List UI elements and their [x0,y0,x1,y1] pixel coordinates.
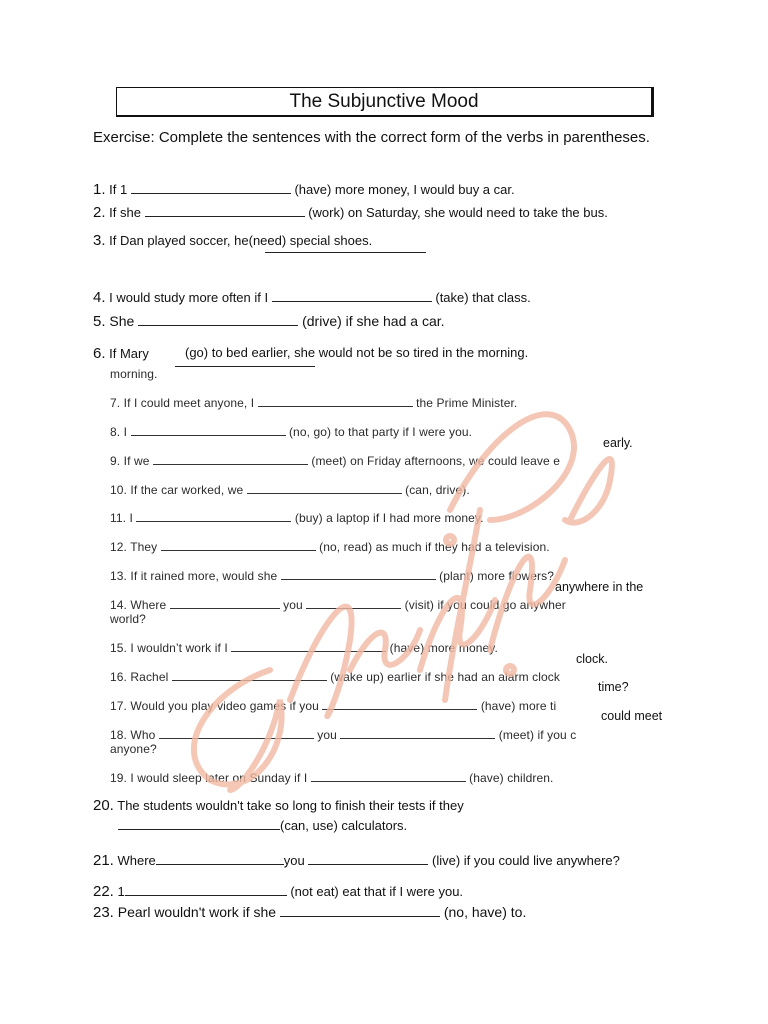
answer-blank[interactable] [156,853,284,865]
question-15 [110,641,498,655]
question-text: 7. If I could meet anyone, I [110,396,255,410]
question-text: (can, use) calculators. [280,818,408,833]
question-3 [93,232,372,249]
overflow-fragment: clock. [576,652,608,666]
question-text: you [317,728,337,742]
question-text: 11. I [110,511,133,525]
answer-blank[interactable] [131,425,286,436]
answer-blank[interactable] [311,771,466,782]
question-text: 14. Where [110,598,167,612]
question-text: 19. I would sleep later on Sunday if I [110,771,308,785]
question-17 [110,699,556,713]
answer-blank[interactable] [247,483,402,494]
question-number: 3. [93,232,106,249]
overflow-fragment: time? [598,680,629,694]
answer-blank[interactable] [159,728,314,739]
question-text: the Prime Minister. [416,396,518,410]
question-text: 17. Would you play video games if you [110,699,319,713]
question-text: 12. They [110,540,158,554]
answer-blank[interactable] [131,182,291,194]
question-text: She [109,313,135,329]
question-text: (take) that class. [435,290,531,305]
question-text: (have) more ti [480,699,557,713]
question-number: 4. [93,289,106,306]
question-number: 22. [93,883,114,900]
question-7 [110,396,517,410]
question-23 [93,904,526,921]
answer-blank[interactable] [172,670,327,681]
question-8 [110,425,472,439]
question-14-line-2: world? [110,612,146,626]
answer-blank[interactable] [175,366,315,367]
question-text: I would study more often if I [109,290,269,305]
question-text: (plant) more flowers? [439,569,554,583]
question-text: (meet) on Friday afternoons, we could leave e [311,454,560,468]
question-12 [110,540,550,554]
question-text: (meet) if you c [498,728,577,742]
question-22 [93,883,463,900]
question-20 [93,797,464,814]
question-text: 1 [117,884,125,899]
question-text: (have) children. [469,771,554,785]
question-18-line-2: anyone? [110,742,157,756]
answer-blank[interactable] [136,511,291,522]
answer-blank[interactable] [258,396,413,407]
question-text: Where [117,853,156,868]
overflow-fragment: could meet [601,709,663,723]
answer-blank[interactable] [281,569,436,580]
question-11 [110,511,484,525]
question-21 [93,852,620,869]
question-text: 9. If we [110,454,150,468]
title-box [116,87,654,117]
answer-blank[interactable] [138,314,298,326]
answer-blank[interactable] [118,818,280,830]
question-text: If Mary [109,346,149,361]
question-text: If she [109,205,141,220]
question-1 [93,181,515,198]
question-text: you [283,853,305,868]
answer-blank[interactable] [265,252,426,253]
question-text: Pearl wouldn't work if she [117,904,277,920]
question-6-continued: (go) to bed earlier, she would not be so tired in the morning. [185,345,529,360]
question-14 [110,598,566,612]
question-text: (visit) if you could go anywher [404,598,566,612]
scan-line-fragment: morning. [110,367,158,381]
question-text: (live) if you could live anywhere? [432,853,620,868]
question-text: 15. I wouldn’t work if I [110,641,228,655]
question-text: 13. If it rained more, would she [110,569,278,583]
answer-blank[interactable] [161,540,316,551]
answer-blank[interactable] [322,699,477,710]
question-20-line-2 [118,818,407,833]
question-6 [93,345,149,362]
question-text: If Dan played soccer, he(need) special shoes. [109,233,373,248]
question-19 [110,771,553,785]
answer-blank[interactable] [340,728,495,739]
question-text: (wake up) earlier if she had an alarm clock [330,670,560,684]
answer-blank[interactable] [306,598,401,609]
question-text: (buy) a laptop if I had more money. [294,511,484,525]
answer-blank[interactable] [280,905,440,917]
question-text: (can, drive). [405,483,470,497]
answer-blank[interactable] [170,598,280,609]
answer-blank[interactable] [153,454,308,465]
question-number: 6. [93,345,106,362]
question-16 [110,670,560,684]
question-number: 1. [93,181,106,198]
question-text: (no, read) as much if they had a television. [319,540,550,554]
question-text: (no, go) to that party if I were you. [288,425,473,439]
question-2 [93,204,608,221]
answer-blank[interactable] [272,290,432,302]
question-number: 23. [93,904,114,921]
question-text: 10. If the car worked, we [110,483,244,497]
answer-blank[interactable] [145,205,305,217]
question-number: 21. [93,852,114,869]
question-text: (have) more money. [389,641,498,655]
question-text: (work) on Saturday, she would need to take the bus. [308,205,608,220]
question-18 [110,728,576,742]
question-text: If 1 [109,182,128,197]
question-text: (not eat) eat that if I were you. [290,884,464,899]
question-text: (no, have) to. [443,904,527,920]
question-text: 16. Rachel [110,670,169,684]
overflow-fragment: early. [603,436,633,450]
question-13 [110,569,554,583]
answer-blank[interactable] [308,853,428,865]
question-10 [110,483,470,497]
answer-blank[interactable] [231,641,386,652]
question-text: you [283,598,303,612]
instructions: Exercise: Complete the sentences with the correct form of the verbs in parentheses. [93,129,650,146]
question-number: 5. [93,313,106,330]
question-4 [93,289,531,306]
answer-blank[interactable] [125,884,287,896]
page-title: The Subjunctive Mood [289,90,479,112]
question-text: 8. I [110,425,128,439]
question-9 [110,454,560,468]
question-text: The students wouldn't take so long to finish their tests if they [117,798,464,813]
question-number: 20. [93,797,114,814]
question-number: 2. [93,204,106,221]
question-text: (drive) if she had a car. [302,313,445,329]
question-text: 18. Who [110,728,156,742]
question-5 [93,313,445,330]
overflow-fragment: anywhere in the [555,580,644,594]
question-text: (have) more money, I would buy a car. [294,182,515,197]
